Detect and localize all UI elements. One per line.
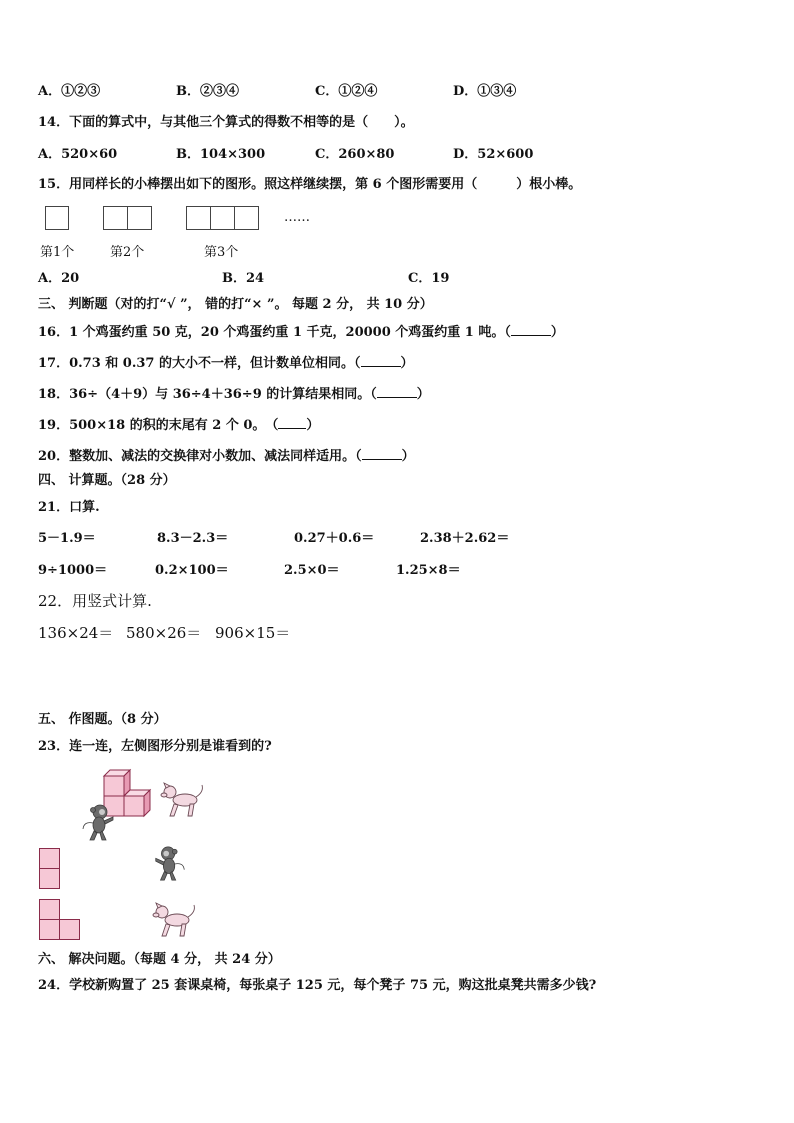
q15-ellipsis: …… [284,210,310,225]
q14-option-a[interactable]: A．520×60 [38,147,118,162]
oral-item: 1.25×8＝ [396,563,461,578]
q14-stem: 14．下面的算式中，与其他三个算式的得数不相等的是（ ）。 [38,115,414,130]
oral-item: 9÷1000＝ [38,563,108,578]
judge-16: 16．1 个鸡蛋约重 50 克，20 个鸡蛋约重 1 千克，20000 个鸡蛋约重 1 吨。（ ） [38,325,564,340]
section-5-title: 五、 作图题。（8 分） [38,712,167,727]
monkey-icon [80,803,116,843]
answer-blank[interactable] [511,323,551,336]
q22-title: 22．用竖式计算. [38,592,152,610]
section-4-title: 四、 计算题。（28 分） [38,473,176,488]
q15-option-a[interactable]: A．20 [38,271,80,286]
figure-label-1: 第1个 [40,245,75,260]
q13-option-c[interactable]: C．①②④ [315,84,378,99]
vertical-item: 580×26＝ [126,624,202,642]
q13-option-b[interactable]: B．②③④ [176,84,239,99]
q14-option-b[interactable]: B．104×300 [176,147,266,162]
q23-title: 23．连一连，左侧图形分别是谁看到的? [38,739,272,754]
answer-blank[interactable] [377,385,417,398]
vertical-item: 136×24＝ [38,624,114,642]
q14-option-c[interactable]: C．260×80 [315,147,395,162]
judge-17: 17．0.73 和 0.37 的大小不一样，但计数单位相同。（ ） [38,356,414,371]
q13-option-d[interactable]: D．①③④ [453,84,517,99]
q21-title: 21．口算. [38,500,100,515]
judge-20-text: 20．整数加、减法的交换律对小数加、减法同样适用。 [38,449,356,464]
figure-label-3: 第3个 [204,245,239,260]
q24-stem: 24．学校新购置了 25 套课桌椅，每张桌子 125 元，每个凳子 75 元，购这批桌凳共需多少钱? [38,978,597,993]
oral-item: 0.27＋0.6＝ [294,531,375,546]
section-3-title: 三、 判断题（对的打“√ ”， 错的打“× ”。 每题 2 分， 共 10 分） [38,297,433,312]
judge-19: 19．500×18 的积的末尾有 2 个 0。 （ ） [38,418,320,433]
answer-blank[interactable] [362,447,402,460]
vertical-item: 906×15＝ [215,624,291,642]
q15-option-c[interactable]: C．19 [408,271,450,286]
dog-icon [158,782,208,820]
oral-item: 2.38＋2.62＝ [420,531,510,546]
dog-icon[interactable] [150,902,200,940]
oral-item: 5－1.9＝ [38,531,96,546]
oral-item: 0.2×100＝ [155,563,229,578]
judge-18: 18．36÷（4＋9）与 36÷4＋36÷9 的计算结果相同。（ ） [38,387,430,402]
q13-option-a[interactable]: A．①②③ [38,84,101,99]
judge-17-text: 17．0.73 和 0.37 的大小不一样，但计数单位相同。 [38,356,354,371]
q14-option-d[interactable]: D．52×600 [453,147,534,162]
section-6-title: 六、 解决问题。（每题 4 分， 共 24 分） [38,952,281,967]
figure-label-2: 第2个 [110,245,145,260]
judge-18-text: 18．36÷（4＋9）与 36÷4＋36÷9 的计算结果相同。 [38,387,371,402]
q15-option-b[interactable]: B．24 [222,271,265,286]
judge-16-text: 16．1 个鸡蛋约重 50 克，20 个鸡蛋约重 1 千克，20000 个鸡蛋约重 1 吨。 [38,325,505,340]
answer-blank[interactable] [361,354,401,367]
oral-item: 2.5×0＝ [284,563,340,578]
q15-stem: 15．用同样长的小棒摆出如下的图形。照这样继续摆，第 6 个图形需要用（ ）根小棒。 [38,177,582,192]
judge-20: 20．整数加、减法的交换律对小数加、减法同样适用。（ ） [38,449,415,464]
answer-blank[interactable] [278,416,306,429]
oral-item: 8.3－2.3＝ [157,531,229,546]
monkey-icon[interactable] [152,845,188,883]
judge-19-text: 19．500×18 的积的末尾有 2 个 0。 [38,418,259,433]
